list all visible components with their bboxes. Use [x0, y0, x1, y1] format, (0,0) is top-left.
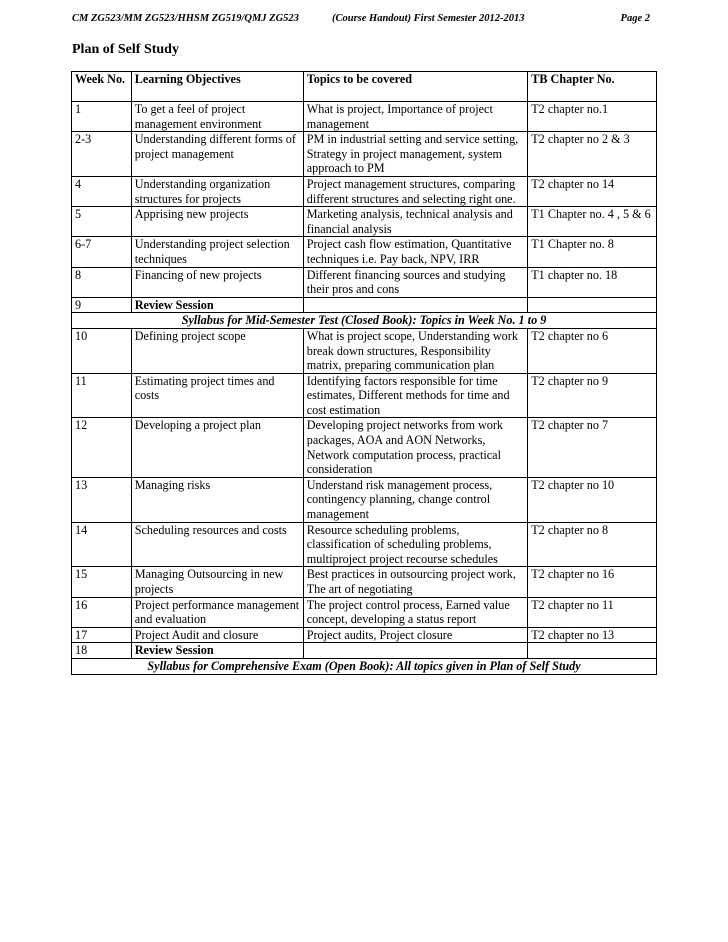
chapter-cell: T2 chapter no 10: [528, 477, 657, 522]
week-cell: 13: [72, 477, 132, 522]
chapter-cell: T2 chapter no 2 & 3: [528, 132, 657, 177]
objective-cell: Defining project scope: [131, 328, 303, 373]
table-row: [72, 176, 657, 206]
week-cell: 5: [72, 207, 132, 237]
objective-cell: Developing a project plan: [131, 418, 303, 477]
topics-cell: Identifying factors responsible for time estimates, Different methods for time and cost estimation: [303, 373, 528, 418]
table-header-row: [72, 72, 657, 102]
week-cell: 6-7: [72, 237, 132, 267]
page-header: [72, 13, 650, 29]
week-cell: 11: [72, 373, 132, 418]
table-row: [72, 522, 657, 567]
chapter-cell: T2 chapter no 13: [528, 627, 657, 643]
chapter-cell: T1 Chapter no. 8: [528, 237, 657, 267]
chapter-cell: T2 chapter no 14: [528, 176, 657, 206]
compre-syllabus-note: Syllabus for Comprehensive Exam (Open Book): All topics given in Plan of Self Study: [72, 658, 657, 674]
table-row: [72, 132, 657, 177]
compre-syllabus-note-row: [72, 658, 657, 674]
topics-cell: The project control process, Earned value concept, developing a status report: [303, 597, 528, 627]
objective-cell: Apprising new projects: [131, 207, 303, 237]
week-cell: 4: [72, 176, 132, 206]
review-row: [72, 297, 657, 313]
objective-cell: Managing risks: [131, 477, 303, 522]
header-objectives: Learning Objectives: [131, 72, 303, 102]
topics-cell: Different financing sources and studying their pros and cons: [303, 267, 528, 297]
week-cell: 15: [72, 567, 132, 597]
week-cell: 2-3: [72, 132, 132, 177]
week-cell: 14: [72, 522, 132, 567]
chapter-cell: T2 chapter no 9: [528, 373, 657, 418]
topics-cell: What is project, Importance of project management: [303, 102, 528, 132]
week-cell: 10: [72, 328, 132, 373]
table-row: [72, 102, 657, 132]
week-cell: 17: [72, 627, 132, 643]
chapter-cell: T2 chapter no 7: [528, 418, 657, 477]
table-row: [72, 237, 657, 267]
handout-info: (Course Handout) First Semester 2012-2013: [332, 13, 525, 24]
week-cell: 16: [72, 597, 132, 627]
chapter-cell: T2 chapter no 6: [528, 328, 657, 373]
objective-cell: Financing of new projects: [131, 267, 303, 297]
week-cell: 1: [72, 102, 132, 132]
topics-cell: What is project scope, Understanding work break down structures, Responsibility matrix, preparing communication plan: [303, 328, 528, 373]
objective-cell: Project Audit and closure: [131, 627, 303, 643]
review-row: [72, 643, 657, 659]
table-row: [72, 418, 657, 477]
topics-cell: PM in industrial setting and service setting, Strategy in project management, system approach to PM: [303, 132, 528, 177]
topics-cell: Project management structures, comparing different structures and selecting right one.: [303, 176, 528, 206]
chapter-cell: T2 chapter no 11: [528, 597, 657, 627]
objective-cell: Project performance management and evaluation: [131, 597, 303, 627]
objective-cell: To get a feel of project management environment: [131, 102, 303, 132]
week-cell: 8: [72, 267, 132, 297]
table-row: [72, 207, 657, 237]
header-topics: Topics to be covered: [303, 72, 528, 102]
objective-cell: Managing Outsourcing in new projects: [131, 567, 303, 597]
chapter-cell: T2 chapter no 8: [528, 522, 657, 567]
objective-cell: Understanding project selection techniques: [131, 237, 303, 267]
topics-cell: Resource scheduling problems, classification of scheduling problems, multiproject project recourse schedules: [303, 522, 528, 567]
week-cell: 18: [72, 643, 132, 659]
table-row: [72, 627, 657, 643]
week-cell: 12: [72, 418, 132, 477]
table-row: [72, 567, 657, 597]
objective-cell: Understanding organization structures for projects: [131, 176, 303, 206]
topics-cell: Understand risk management process, contingency planning, change control management: [303, 477, 528, 522]
chapter-cell-empty: [528, 643, 657, 659]
week-cell: 9: [72, 297, 132, 313]
table-row: [72, 267, 657, 297]
page-number: Page 2: [620, 13, 650, 24]
section-title: Plan of Self Study: [72, 42, 179, 57]
topics-cell: Developing project networks from work packages, AOA and AON Networks, Network computation process, practical consideration: [303, 418, 528, 477]
topics-cell-empty: [303, 643, 528, 659]
objective-cell: Scheduling resources and costs: [131, 522, 303, 567]
review-session-label: Review Session: [131, 297, 303, 313]
chapter-cell: T1 Chapter no. 4 , 5 & 6: [528, 207, 657, 237]
table-row: [72, 597, 657, 627]
topics-cell: Project audits, Project closure: [303, 627, 528, 643]
chapter-cell: T2 chapter no 16: [528, 567, 657, 597]
objective-cell: Estimating project times and costs: [131, 373, 303, 418]
topics-cell: Project cash flow estimation, Quantitative techniques i.e. Pay back, NPV, IRR: [303, 237, 528, 267]
header-chapter: TB Chapter No.: [528, 72, 657, 102]
midsem-syllabus-note-row: [72, 313, 657, 329]
topics-cell: Best practices in outsourcing project work, The art of negotiating: [303, 567, 528, 597]
chapter-cell-empty: [528, 297, 657, 313]
self-study-plan-table: [71, 71, 657, 675]
topics-cell-empty: [303, 297, 528, 313]
table-row: [72, 328, 657, 373]
header-week: Week No.: [72, 72, 132, 102]
chapter-cell: T2 chapter no.1: [528, 102, 657, 132]
midsem-syllabus-note: Syllabus for Mid-Semester Test (Closed Book): Topics in Week No. 1 to 9: [72, 313, 657, 329]
table-row: [72, 373, 657, 418]
review-session-label: Review Session: [131, 643, 303, 659]
course-codes: CM ZG523/MM ZG523/HHSM ZG519/QMJ ZG523: [72, 13, 299, 24]
topics-cell: Marketing analysis, technical analysis and financial analysis: [303, 207, 528, 237]
objective-cell: Understanding different forms of project management: [131, 132, 303, 177]
chapter-cell: T1 chapter no. 18: [528, 267, 657, 297]
table-row: [72, 477, 657, 522]
